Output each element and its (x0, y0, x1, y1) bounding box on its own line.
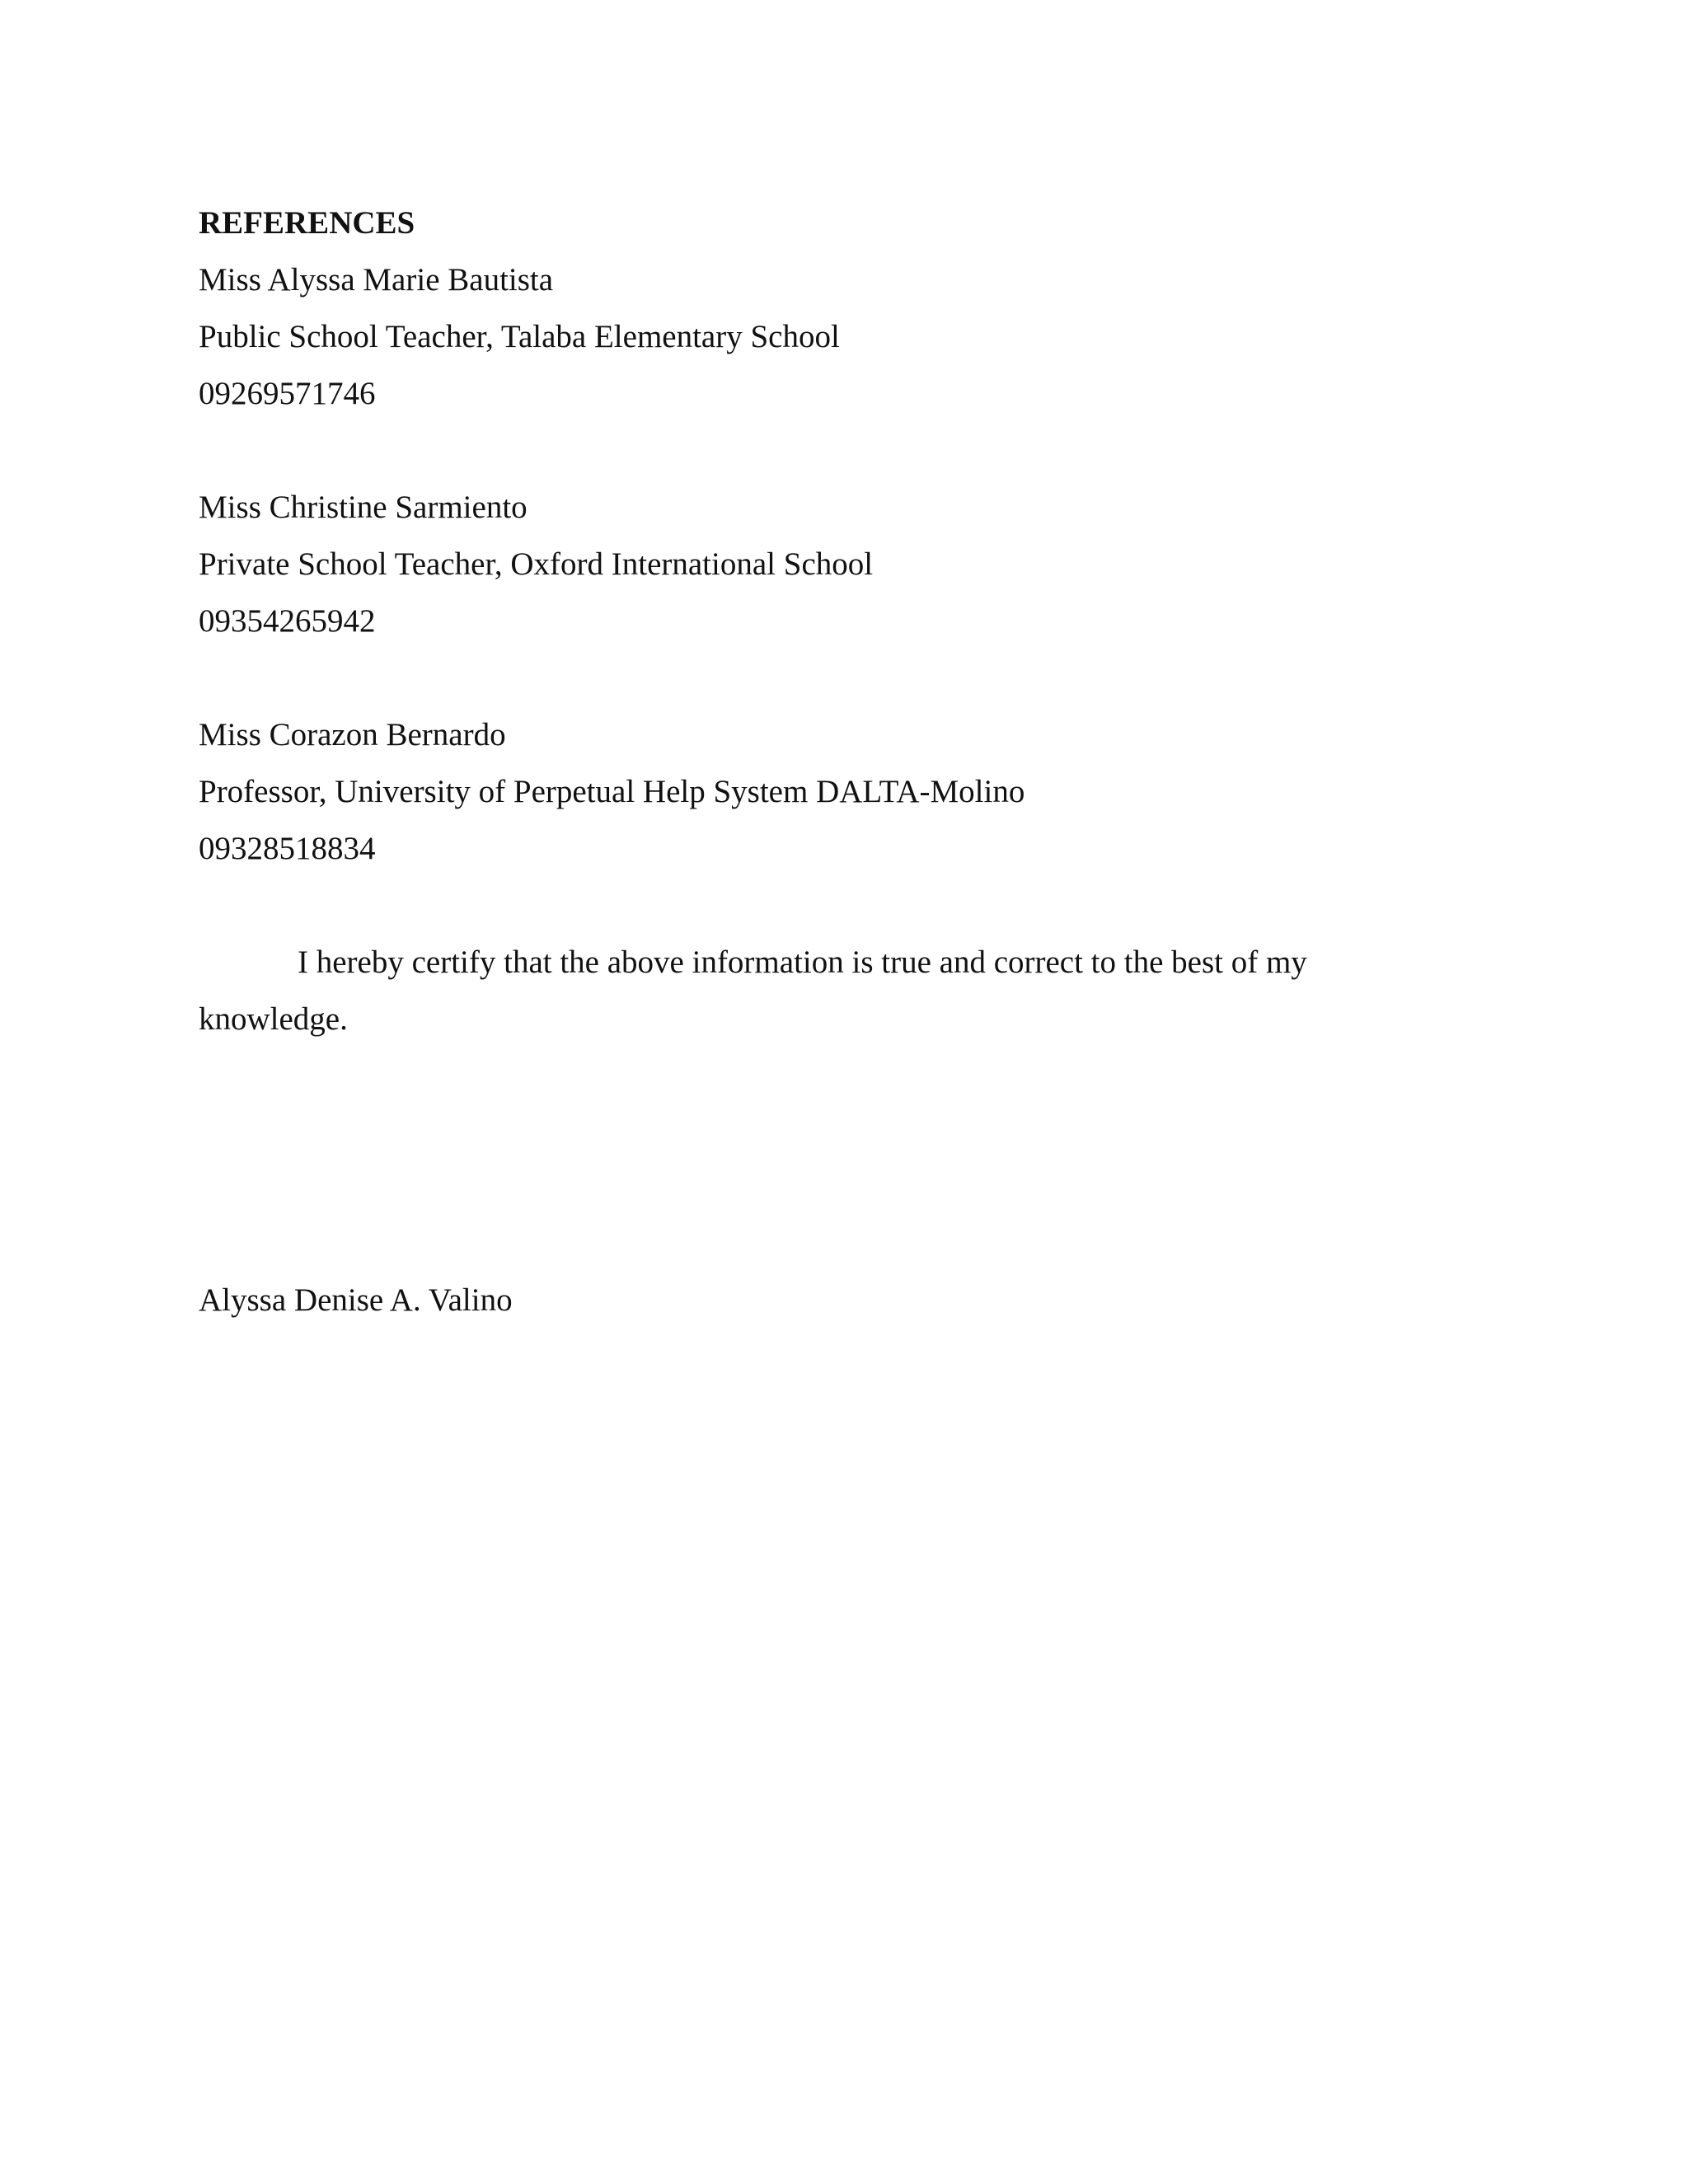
reference-entry-1 (199, 251, 1501, 422)
reference-name: Miss Corazon Bernardo (199, 717, 506, 752)
reference-position: Professor, University of Perpetual Help System DALTA-Molino (199, 774, 1025, 809)
spacer (199, 877, 1501, 934)
reference-entry-3 (199, 706, 1501, 877)
reference-entry-2 (199, 479, 1501, 649)
spacer (199, 649, 1501, 706)
reference-phone: 09269571746 (199, 376, 376, 411)
spacer (199, 422, 1501, 479)
references-heading: REFERENCES (199, 205, 415, 241)
reference-phone: 09354265942 (199, 603, 376, 639)
reference-position: Private School Teacher, Oxford International School (199, 546, 874, 582)
references-section (199, 194, 1501, 1047)
reference-phone: 09328518834 (199, 831, 376, 866)
reference-position: Public School Teacher, Talaba Elementary School (199, 319, 840, 354)
certification-statement: I hereby certify that the above information is true and correct to the best of my knowledge. (199, 944, 1307, 1037)
reference-name: Miss Christine Sarmiento (199, 490, 528, 525)
signature-name: Alyssa Denise A. Valino (199, 1282, 513, 1318)
reference-name: Miss Alyssa Marie Bautista (199, 262, 554, 298)
